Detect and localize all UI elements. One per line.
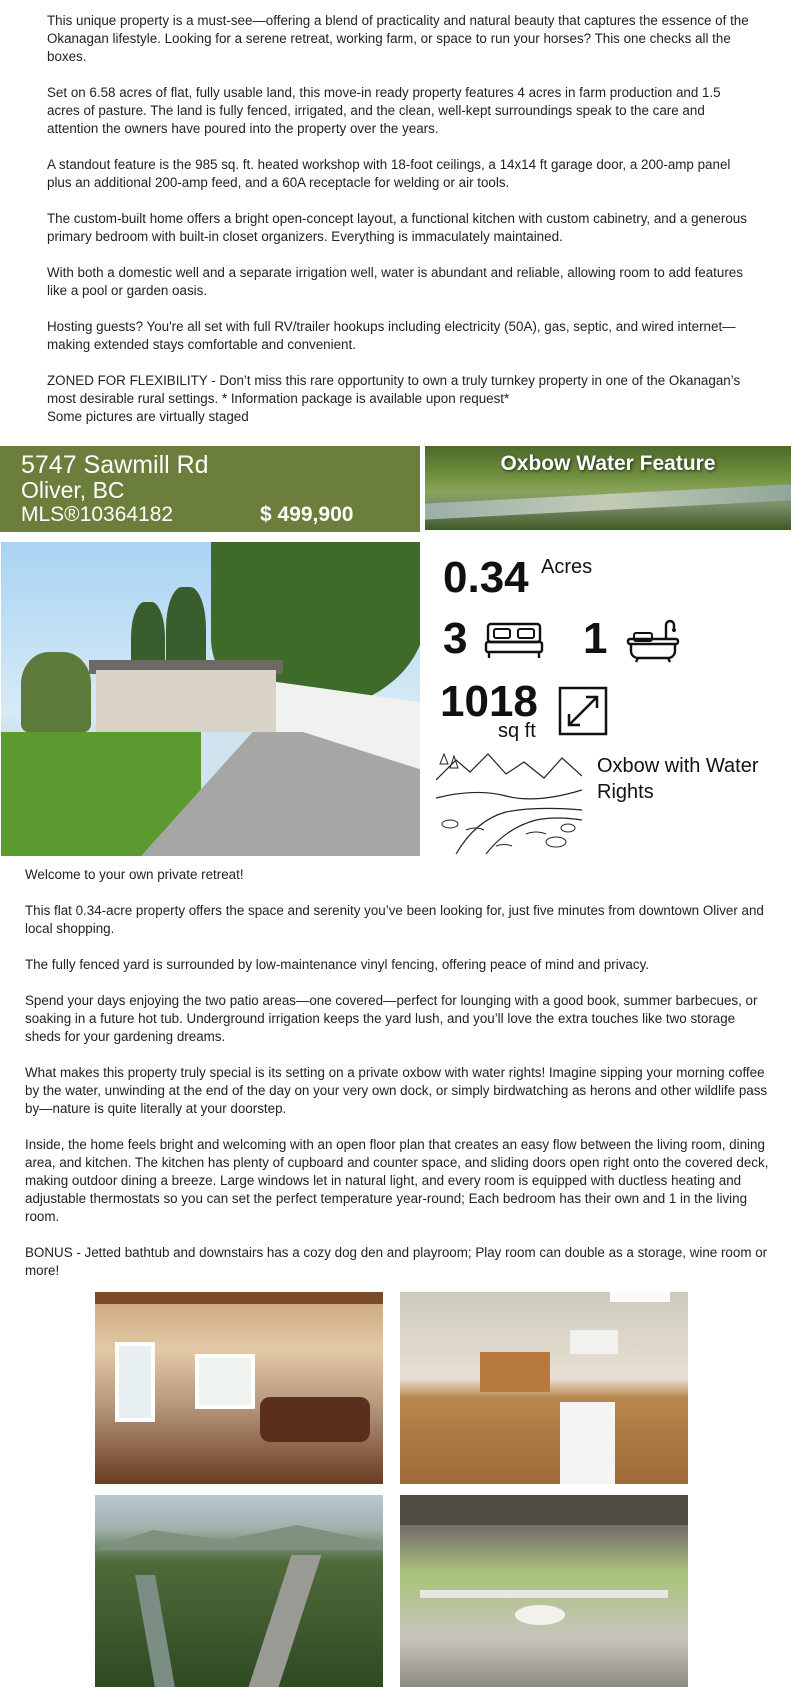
description-paragraph: Welcome to your own private retreat! [25,867,244,882]
intro-paragraph: The custom-built home offers a bright open-concept layout, a functional kitchen with custom cabinetry, and a generous primary bedroom with built-in closet organizers. Everything is immaculately maintained. [47,211,747,244]
upper-cabinets [480,1352,550,1392]
expand-arrows-icon [558,686,608,736]
patio-table [515,1605,565,1625]
river-water [425,484,791,519]
oxbow-water-photo [425,446,791,530]
living-room-photo [95,1292,383,1484]
deck-railing [420,1590,668,1598]
description-paragraph: Spend your days enjoying the two patio areas—one covered—perfect for lounging with a good book, summer barbecues, or soaking in a future hot tub. Underground irrigation keeps the yard lush, and you’ll love the extra touches like two storage sheds for your gardening dreams. [25,993,758,1044]
listing-price: $ 499,900 [260,503,354,526]
bathroom-count: 1 [583,614,608,663]
intro-paragraph: Hosting guests? You're all set with full RV/trailer hookups including electricity (50A), gas, septic, and wired internet—making extended stays comfortable and convenient. [47,319,736,352]
mountains [95,1525,383,1550]
leather-sofa [260,1397,370,1442]
river [135,1575,175,1687]
description-paragraph: The fully fenced yard is surrounded by low-maintenance vinyl fencing, offering peace of mind and privacy. [25,957,649,972]
microwave [570,1330,618,1354]
description-paragraph: Inside, the home feels bright and welcoming with an open floor plan that creates an easy flow between the living room, dining area, and kitchen. The kitchen has plenty of cupboard and counter space, and sliding doors open right onto the covered deck, making outdoor dining a breeze. Large windows let in natural light, and every room is equipped with ductless heating and adjustable thermostats so you can set the perfect temperature year-round; Each bedroom has their own and 1 in the living room. [25,1137,769,1224]
covered-deck-photo [400,1495,688,1687]
square-footage-value: 1018 [440,677,538,726]
aerial-view-photo [95,1495,383,1687]
bed-icon [484,620,544,660]
intro-paragraph: This unique property is a must-see—offering a blend of practicality and natural beauty that captures the essence of the Okanagan lifestyle. Looking for a serene retreat, working farm, or space to run your horses? This one checks all the boxes. [47,13,749,64]
pergola-roof [400,1495,688,1525]
zoning-text: ZONED FOR FLEXIBILITY - Don’t miss this rare opportunity to own a truly turnkey property in one of the Okanagan’s most desirable rural settings. * Information package is available upon request* [47,373,741,406]
listing-banner [0,446,420,532]
intro-paragraph: Set on 6.58 acres of flat, fully usable land, this move-in ready property features 4 acres in farm production and 1.5 acres of pasture. The land is fully fenced, irrigated, and the clean, well-kept surroundings speak to the care and attention the owners have poured into the property over the years. [47,85,721,136]
staging-note: Some pictures are virtually staged [47,409,249,424]
bedroom-count: 3 [443,614,468,663]
ceiling-light [610,1292,670,1302]
kitchen-photo [400,1292,688,1484]
address-line-2: Oliver, BC [21,477,125,503]
bathtub-icon [626,619,680,663]
house [96,670,276,732]
ceiling-beam [95,1292,383,1304]
acreage-value: 0.34 [443,553,529,602]
intro-paragraph: A standout feature is the 985 sq. ft. heated workshop with 18-foot ceilings, a 14x14 ft garage door, a 200-amp panel plus an additional 200-amp feed, and a 60A receptacle for welding or air tools. [47,157,731,190]
main-description [25,866,770,1298]
window [195,1354,255,1409]
shrub [21,652,91,732]
description-paragraph: BONUS - Jetted bathtub and downstairs has a cozy dog den and playroom; Play room can double as a storage, wine room or more! [25,1245,768,1278]
river-sketch-icon [436,750,582,854]
oxbow-label: Oxbow with Water Rights [597,755,759,803]
house-exterior-photo [1,542,420,856]
acreage-label: Acres [541,556,593,578]
road [249,1555,322,1687]
mls-number: MLS®10364182 [21,503,174,526]
oxbow-photo-title: Oxbow Water Feature [500,452,716,475]
description-paragraph: This flat 0.34-acre property offers the space and serenity you’ve been looking for, just five minutes from downtown Oliver and local shopping. [25,903,764,936]
intro-paragraph: With both a domestic well and a separate irrigation well, water is abundant and reliable, allowing room to add features like a pool or garden oasis. [47,265,743,298]
window [115,1342,155,1422]
intro-description [47,12,757,426]
address-line-1: 5747 Sawmill Rd [21,451,209,479]
square-footage-label: sq ft [498,720,536,742]
stove [560,1402,615,1484]
description-paragraph: What makes this property truly special is its setting on a private oxbow with water rights! Imagine sipping your morning coffee by the water, unwinding at the end of the day on your very own dock, or simply birdwatching as herons and other wildlife pass by—nature is quite literally at your doorstep. [25,1065,768,1116]
